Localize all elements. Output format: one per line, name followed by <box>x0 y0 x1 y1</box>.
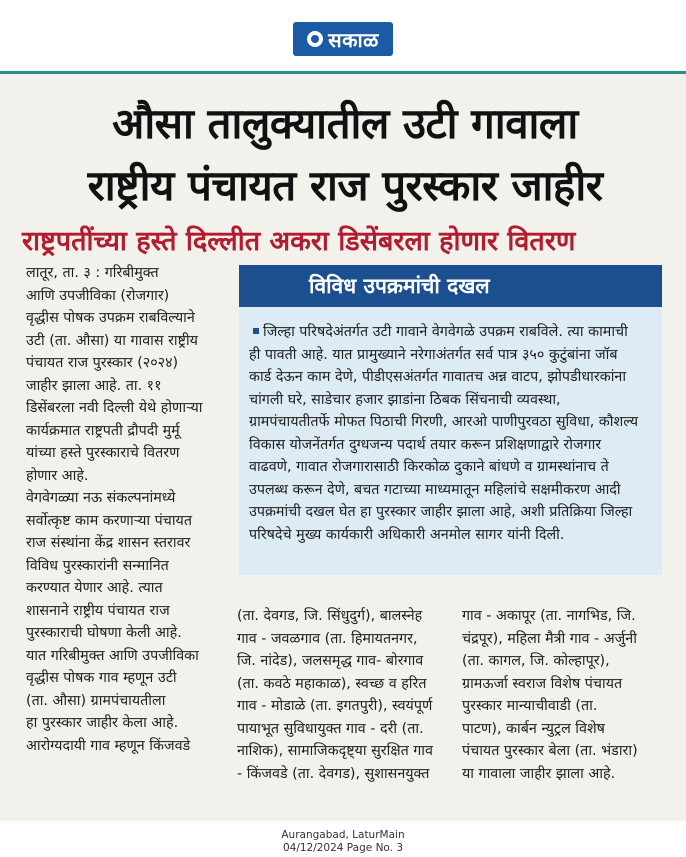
text-line: उटी (ता. औसा) या गावास राष्ट्रीय <box>26 332 198 349</box>
text-line: डिसेंबरला नवी दिल्ली येथे होणाऱ्या <box>26 400 203 416</box>
page-footer <box>0 829 686 855</box>
text-line: उपलब्ध करून देणे, बचत गटाच्या माध्यमातून महिलांचे सक्षमीकरण आदी <box>249 481 621 498</box>
text-line: आरोग्यदायी गाव म्हणून किंजवडे <box>26 737 191 754</box>
text-line: आणि उपजीविका (रोजगार) <box>26 287 170 304</box>
text-line: यात गरिबीमुक्त आणि उपजीविका <box>26 647 199 664</box>
headline-line-2: राष्ट्रीय पंचायत राज पुरस्कार जाहीर <box>87 161 603 210</box>
text-line: जिल्हा परिषदेअंतर्गत उटी गावाने वेगवेगळे उपक्रम राबविले. त्या कामाची <box>249 321 652 344</box>
logo-emblem-icon <box>307 31 323 47</box>
text-line: ही पावती आहे. यात प्रामुख्याने नरेगाअंतर्गत सर्व पात्र ३५० कुटुंबांना जॉब <box>249 346 618 363</box>
text-line: करण्यात येणार आहे. त्यात <box>26 580 163 596</box>
text-line: पाटण), कार्बन न्युट्रल विशेष <box>462 720 605 737</box>
text-line: लातूर, ता. ३ : गरिबीमुक्त <box>26 265 159 281</box>
masthead <box>0 0 686 70</box>
text-line: ग्रामपंचायतीतर्फे मोफत पिठाची गिरणी, आरओ पाणीपुरवठा सुविधा, कौशल्य <box>249 414 639 430</box>
text-line: उपक्रमांची दखल घेत हा पुरस्कार जाहीर झाला आहे, अशी प्रतिक्रिया जिल्हा <box>249 504 633 520</box>
headline-line-1: औसा तालुक्यातील उटी गावाला <box>112 99 578 148</box>
text-line: गाव - मोडाळे (ता. इगतपुरी), स्वयंपूर्ण <box>237 698 433 714</box>
edition-label: Aurangabad, LaturMain <box>281 829 405 841</box>
text-line: वेगवेगळ्या नऊ संकल्पनांमध्ये <box>26 490 176 506</box>
text-line: होणार आहे. <box>26 467 89 484</box>
sidebar-box <box>239 307 662 575</box>
sidebar-box-title: विविध उपक्रमांची दखल <box>239 265 662 307</box>
text-line: (ता. देवगड, जि. सिंधुदुर्ग), बालस्नेह <box>237 608 423 624</box>
square-bullet-icon <box>253 328 259 334</box>
text-line: शासनाने राष्ट्रीय पंचायत राज <box>26 602 170 619</box>
text-line: पंचायत पुरस्कार बेला (ता. भंडारा) <box>462 743 638 759</box>
article-column-1 <box>26 262 234 757</box>
text-line: परिषदेचे मुख्य कार्यकारी अधिकारी अनमोल सागर यांनी दिली. <box>249 526 565 543</box>
text-line: यांच्या हस्ते पुरस्काराचे वितरण <box>26 445 180 461</box>
text-line: हा पुरस्कार जाहीर केला आहे. <box>26 715 179 731</box>
text-line: वृद्धीस पोषक गाव म्हणून उटी <box>26 670 177 686</box>
article-column-3 <box>462 605 677 785</box>
text-line: पायाभूत सुविधायुक्त गाव - दरी (ता. <box>237 720 424 737</box>
text-line: विकास योजनेंतर्गत दुग्धजन्य पदार्थ तयार करून प्रशिक्षणाद्वारे रोजगार <box>249 436 602 453</box>
article-column-2 <box>237 605 459 785</box>
text-line: गाव - जवळगाव (ता. हिमायतनगर, <box>237 630 418 647</box>
text-line: विविध पुरस्कारांनी सन्मानित <box>26 557 169 574</box>
text-line: पुरस्काराची घोषणा केली आहे. <box>26 625 182 641</box>
text-line: कार्ड देऊन काम देणे, पीडीएसअंतर्गत गावातच अन्न वाटप, झोपडीधारकांना <box>249 369 627 385</box>
text-line: पुरस्कार मान्याचीवाडी (ता. <box>462 698 598 714</box>
text-line: ग्रामऊर्जा स्वराज विशेष पंचायत <box>462 675 623 692</box>
text-line: या गावाला जाहीर झाला आहे. <box>462 765 616 782</box>
text-line: कार्यक्रमात राष्ट्रपती द्रौपदी मुर्मू <box>26 422 180 439</box>
text-line: (ता. औसा) ग्रामपंचायतीला <box>26 692 166 709</box>
text-line: राज संस्थांना केंद्र शासन स्तरावर <box>26 535 191 551</box>
text-line: - किंजवडे (ता. देवगड), सुशासनयुक्त <box>237 765 430 782</box>
text-line: चंद्रपूर), महिला मैत्री गाव - अर्जुनी <box>462 630 637 647</box>
date-page-label: 04/12/2024 Page No. 3 <box>282 842 404 854</box>
text-line: नाशिक), सामाजिकदृष्ट्या सुरक्षित गाव <box>237 743 433 759</box>
text-line: चांगली घरे, साडेचार हजार झाडांना ठिबक सिंचनाची व्यवस्था, <box>249 391 561 408</box>
logo-text: सकाळ <box>328 27 379 52</box>
text-line: (ता. कागल, जि. कोल्हापूर), <box>462 653 610 669</box>
subheadline: राष्ट्रपतींच्या हस्ते दिल्लीत अकरा डिसेंबरला होणार वितरण <box>22 226 576 257</box>
text-line: वाढवणे, गावात रोजगारासाठी किरकोळ दुकाने बांधणे व ग्रामस्थांनाच ते <box>249 459 609 475</box>
text-line: जि. नांदेड), जलसमृद्ध गाव- बोरगाव <box>237 653 424 669</box>
text-line: सर्वोत्कृष्ट काम करणाऱ्या पंचायत <box>26 512 192 529</box>
text-line: पंचायत राज पुरस्कार (२०२४) <box>26 355 179 371</box>
text-line: (ता. कवठे महाकाळ), स्वच्छ व हरित <box>237 675 427 692</box>
text-line: जाहीर झाला आहे. ता. ११ <box>26 377 162 394</box>
text-line: वृद्धीस पोषक उपक्रम राबविल्याने <box>26 310 195 326</box>
sakal-logo <box>293 22 393 56</box>
text-line: गाव - अकापूर (ता. नागभिड, जि. <box>462 608 636 624</box>
